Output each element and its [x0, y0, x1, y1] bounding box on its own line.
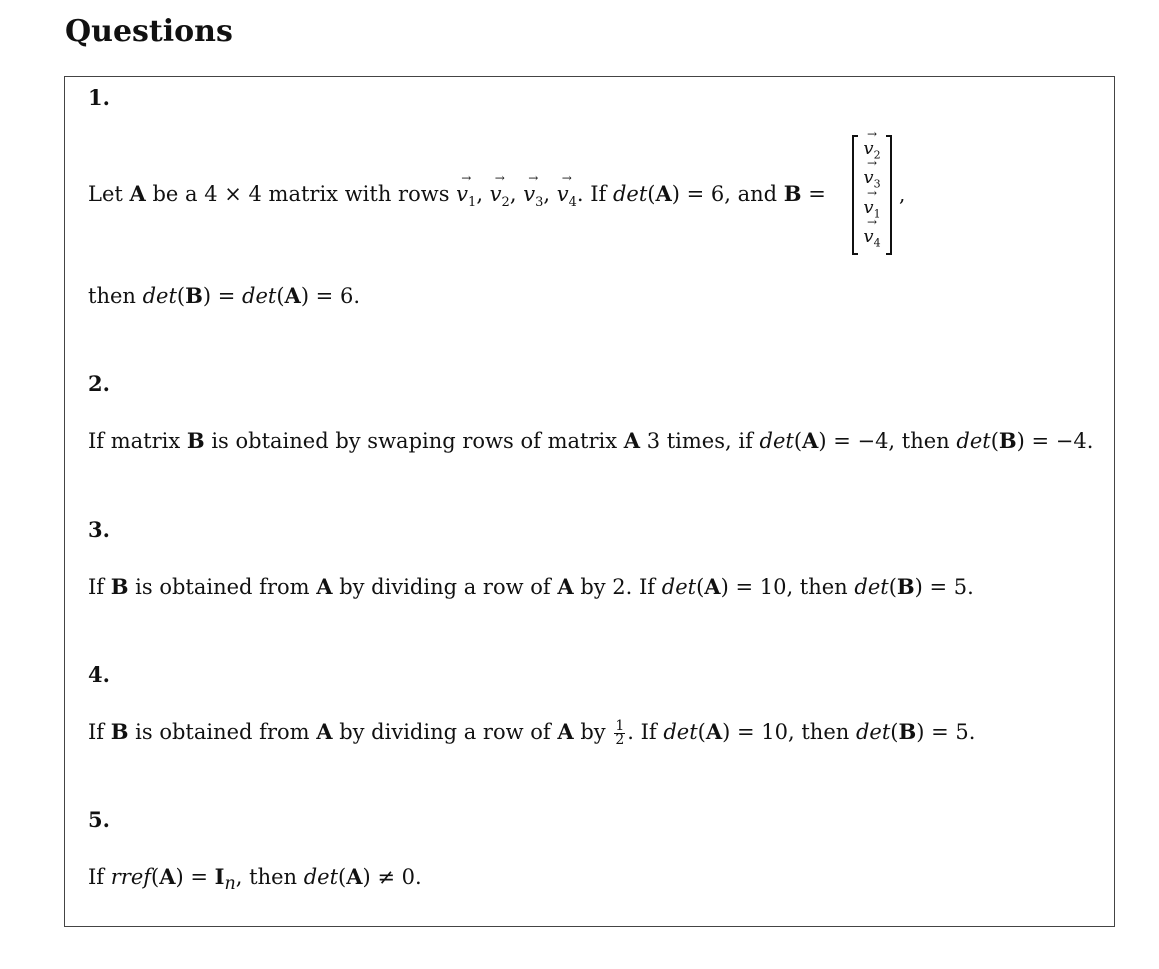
question-5-text: If rref(A) = $I_n$, then det(A) ≠ 0. [88, 864, 422, 895]
question-2-text: If matrix B is obtained by swaping rows of matrix A 3 times, if det(A) = −4, then det(B) = −4. [88, 428, 1094, 453]
page-title: Questions [65, 14, 233, 49]
question-1-text-line-1: Let A be a 4 × 4 matrix with rows → $v_1$, → $v_2$, → $v_3$, → $v_4$. If det(A) = 6, and B = [88, 171, 826, 211]
question-number: 4. [88, 662, 110, 687]
question-4-text: If B is obtained from A by dividing a row of A by $\frac{1}{2}$ . If det(A) = 10, then det(B) = 5. [88, 718, 976, 748]
matrix-entry: → $v_1$ [863, 185, 881, 221]
question-number: 5. [88, 807, 110, 832]
matrix-entry: → $v_2$ [863, 126, 881, 162]
matrix-trailing-comma: , [899, 182, 906, 206]
matrix-b [852, 126, 892, 253]
matrix-entry: → $v_3$ [863, 156, 881, 192]
questions-box [64, 76, 1115, 927]
question-number: 1. [88, 85, 110, 110]
question-number: 3. [88, 517, 110, 542]
question-number: 2. [88, 371, 110, 396]
question-1-text-line-2: then det(B) = det(A) = 6. [88, 283, 360, 308]
matrix-entry: → $v_4$ [863, 215, 881, 251]
fraction-one-half: $\frac{1}{2}$ [615, 718, 625, 748]
question-3-text: If B is obtained from A by dividing a row of A by 2. If det(A) = 10, then det(B) = 5. [88, 574, 974, 599]
